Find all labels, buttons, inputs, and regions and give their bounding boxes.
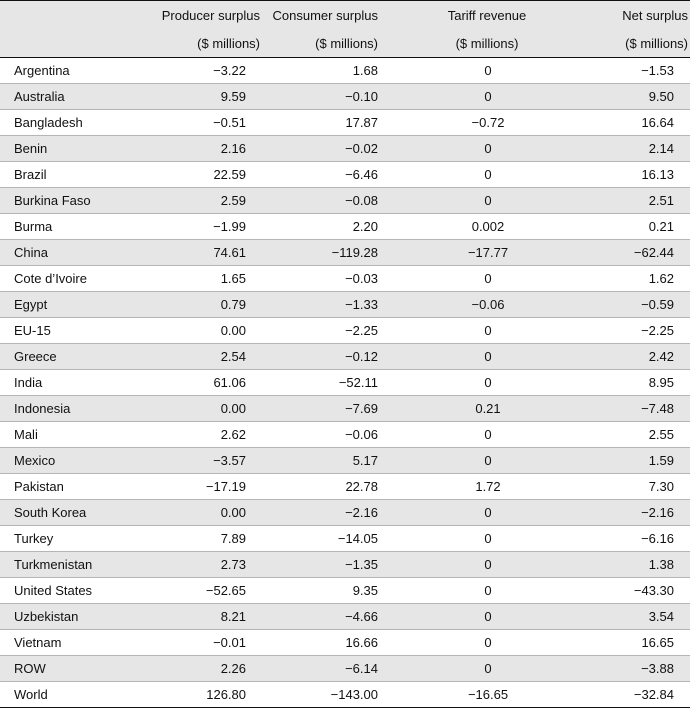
cell-country: Mexico [0,448,138,474]
cell-producer-surplus: 2.73 [138,552,262,578]
cell-net-surplus: −7.48 [558,396,690,422]
cell-tariff-revenue: 0 [418,188,558,214]
cell-producer-surplus: 74.61 [138,240,262,266]
cell-tariff-revenue: 0 [418,500,558,526]
cell-consumer-surplus: −0.08 [262,188,418,214]
cell-consumer-surplus: −52.11 [262,370,418,396]
cell-country: Argentina [0,58,138,84]
cell-net-surplus: 2.14 [558,136,690,162]
cell-net-surplus: 7.30 [558,474,690,500]
cell-producer-surplus: 2.54 [138,344,262,370]
cell-tariff-revenue: 0 [418,318,558,344]
cell-country: Brazil [0,162,138,188]
table-row [0,84,690,110]
cell-producer-surplus: 0.00 [138,500,262,526]
cell-consumer-surplus: −0.03 [262,266,418,292]
table-row [0,526,690,552]
cell-net-surplus: −2.16 [558,500,690,526]
cell-tariff-revenue: 0 [418,656,558,682]
cell-producer-surplus: 7.89 [138,526,262,552]
cell-net-surplus: 0.21 [558,214,690,240]
cell-consumer-surplus: −7.69 [262,396,418,422]
table-row [0,266,690,292]
cell-tariff-revenue: 0 [418,162,558,188]
cell-country: South Korea [0,500,138,526]
unit-producer-surplus: ($ millions) [138,30,262,58]
cell-tariff-revenue: 0 [418,370,558,396]
table-row [0,552,690,578]
cell-net-surplus: −0.59 [558,292,690,318]
cell-net-surplus: −3.88 [558,656,690,682]
cell-net-surplus: 8.95 [558,370,690,396]
cell-producer-surplus: −17.19 [138,474,262,500]
cell-net-surplus: 16.13 [558,162,690,188]
cell-consumer-surplus: 9.35 [262,578,418,604]
cell-country: Benin [0,136,138,162]
cell-consumer-surplus: −1.35 [262,552,418,578]
cell-country: EU-15 [0,318,138,344]
cell-country: Burma [0,214,138,240]
cell-tariff-revenue: 0 [418,84,558,110]
cell-tariff-revenue: 0 [418,604,558,630]
cell-country: Egypt [0,292,138,318]
cell-tariff-revenue: 0.002 [418,214,558,240]
cell-producer-surplus: 126.80 [138,682,262,708]
cell-net-surplus: 9.50 [558,84,690,110]
table-row [0,58,690,84]
cell-tariff-revenue: 1.72 [418,474,558,500]
cell-producer-surplus: 0.00 [138,318,262,344]
cell-consumer-surplus: 5.17 [262,448,418,474]
header-producer-surplus: Producer surplus [138,1,262,31]
cell-tariff-revenue: 0 [418,526,558,552]
cell-country: Australia [0,84,138,110]
cell-tariff-revenue: −16.65 [418,682,558,708]
table-row [0,292,690,318]
cell-consumer-surplus: −143.00 [262,682,418,708]
cell-consumer-surplus: −4.66 [262,604,418,630]
cell-net-surplus: 1.62 [558,266,690,292]
table-row [0,188,690,214]
cell-consumer-surplus: −6.14 [262,656,418,682]
cell-net-surplus: 16.64 [558,110,690,136]
cell-producer-surplus: 1.65 [138,266,262,292]
cell-producer-surplus: −3.22 [138,58,262,84]
cell-net-surplus: 1.59 [558,448,690,474]
cell-consumer-surplus: −14.05 [262,526,418,552]
cell-producer-surplus: 2.59 [138,188,262,214]
table-row [0,318,690,344]
table-row [0,448,690,474]
unit-tariff-revenue: ($ millions) [418,30,558,58]
cell-net-surplus: −62.44 [558,240,690,266]
cell-country: Turkmenistan [0,552,138,578]
table-header [0,1,690,58]
cell-tariff-revenue: 0.21 [418,396,558,422]
cell-tariff-revenue: 0 [418,136,558,162]
cell-consumer-surplus: 17.87 [262,110,418,136]
table-row [0,604,690,630]
unit-consumer-surplus: ($ millions) [262,30,418,58]
header-net-surplus: Net surplus [558,1,690,31]
cell-tariff-revenue: 0 [418,630,558,656]
cell-consumer-surplus: −0.12 [262,344,418,370]
unit-country [0,30,138,58]
table-body [0,58,690,708]
cell-tariff-revenue: 0 [418,448,558,474]
cell-producer-surplus: 22.59 [138,162,262,188]
cell-net-surplus: −32.84 [558,682,690,708]
cell-net-surplus: 2.42 [558,344,690,370]
cell-producer-surplus: 2.62 [138,422,262,448]
cell-consumer-surplus: −0.02 [262,136,418,162]
cell-consumer-surplus: 16.66 [262,630,418,656]
cell-producer-surplus: 61.06 [138,370,262,396]
cell-consumer-surplus: −2.16 [262,500,418,526]
cell-country: Mali [0,422,138,448]
table-row [0,682,690,708]
table-row [0,370,690,396]
cell-consumer-surplus: 2.20 [262,214,418,240]
cell-tariff-revenue: 0 [418,58,558,84]
cell-producer-surplus: −0.01 [138,630,262,656]
cell-country: India [0,370,138,396]
cell-consumer-surplus: −119.28 [262,240,418,266]
cell-producer-surplus: −3.57 [138,448,262,474]
cell-net-surplus: 16.65 [558,630,690,656]
cell-consumer-surplus: −6.46 [262,162,418,188]
cell-tariff-revenue: −0.06 [418,292,558,318]
table-row [0,162,690,188]
header-tariff-revenue: Tariff revenue [418,1,558,31]
cell-country: Pakistan [0,474,138,500]
cell-country: Greece [0,344,138,370]
cell-country: Cote d’Ivoire [0,266,138,292]
cell-consumer-surplus: 1.68 [262,58,418,84]
cell-consumer-surplus: −0.10 [262,84,418,110]
cell-net-surplus: −2.25 [558,318,690,344]
cell-country: United States [0,578,138,604]
cell-net-surplus: −43.30 [558,578,690,604]
cell-country: Turkey [0,526,138,552]
header-row-units [0,30,690,58]
cell-producer-surplus: −52.65 [138,578,262,604]
cell-producer-surplus: 2.16 [138,136,262,162]
header-country [0,1,138,31]
cell-country: Vietnam [0,630,138,656]
cell-consumer-surplus: −1.33 [262,292,418,318]
cell-net-surplus: 1.38 [558,552,690,578]
cell-country: Indonesia [0,396,138,422]
cell-producer-surplus: 9.59 [138,84,262,110]
table-row [0,396,690,422]
cell-tariff-revenue: 0 [418,266,558,292]
cell-country: Burkina Faso [0,188,138,214]
cell-country: Uzbekistan [0,604,138,630]
table-row [0,344,690,370]
cell-tariff-revenue: −0.72 [418,110,558,136]
table-row [0,240,690,266]
cell-net-surplus: 2.51 [558,188,690,214]
cell-producer-surplus: 0.79 [138,292,262,318]
table-row [0,656,690,682]
cell-consumer-surplus: 22.78 [262,474,418,500]
cell-producer-surplus: 0.00 [138,396,262,422]
cell-country: ROW [0,656,138,682]
table-row [0,474,690,500]
cell-tariff-revenue: 0 [418,578,558,604]
cell-producer-surplus: −1.99 [138,214,262,240]
cell-consumer-surplus: −0.06 [262,422,418,448]
cell-net-surplus: −6.16 [558,526,690,552]
cell-net-surplus: −1.53 [558,58,690,84]
cell-tariff-revenue: −17.77 [418,240,558,266]
unit-net-surplus: ($ millions) [558,30,690,58]
cell-consumer-surplus: −2.25 [262,318,418,344]
cell-net-surplus: 3.54 [558,604,690,630]
cell-producer-surplus: 2.26 [138,656,262,682]
cell-net-surplus: 2.55 [558,422,690,448]
table-row [0,422,690,448]
cell-producer-surplus: 8.21 [138,604,262,630]
table-row [0,110,690,136]
cell-tariff-revenue: 0 [418,552,558,578]
cell-country: Bangladesh [0,110,138,136]
cell-tariff-revenue: 0 [418,422,558,448]
table-row [0,136,690,162]
header-consumer-surplus: Consumer surplus [262,1,418,31]
table-row [0,500,690,526]
table-row [0,630,690,656]
header-row-titles [0,1,690,31]
cell-country: World [0,682,138,708]
cell-country: China [0,240,138,266]
cell-tariff-revenue: 0 [418,344,558,370]
table-row [0,214,690,240]
table-row [0,578,690,604]
cell-producer-surplus: −0.51 [138,110,262,136]
